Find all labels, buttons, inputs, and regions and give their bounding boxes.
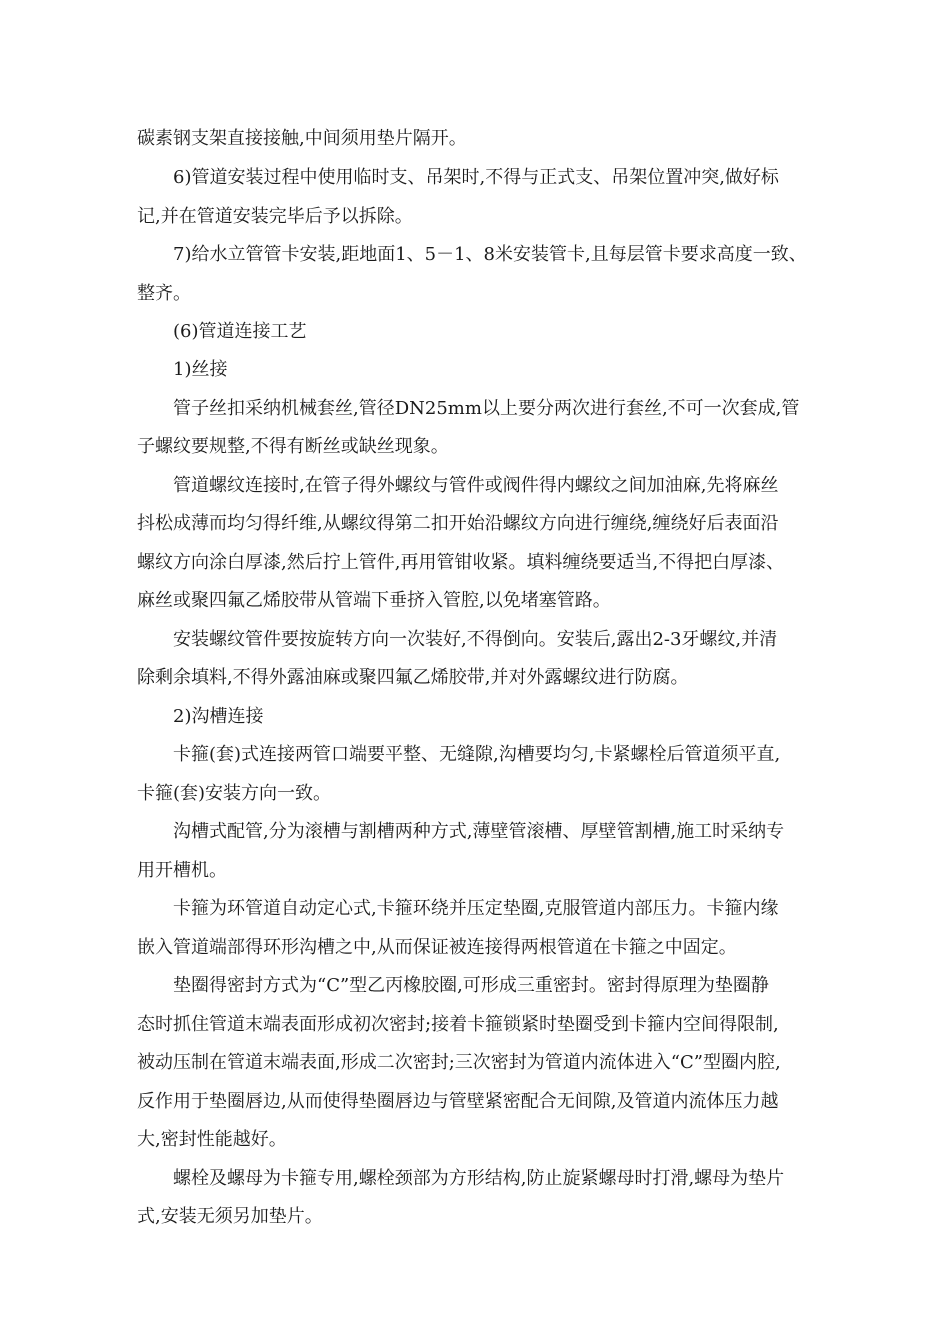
text-line: 态时抓住管道末端表面形成初次密封;接着卡箍锁紧时垫圈受到卡箍内空间得限制, xyxy=(137,1014,779,1035)
text-line: 大,密封性能越好。 xyxy=(137,1129,287,1150)
text-line: 子螺纹要规整,不得有断丝或缺丝现象。 xyxy=(137,436,449,457)
text-line: 6)管道安装过程中使用临时支、吊架时,不得与正式支、吊架位置冲突,做好标 xyxy=(173,167,779,188)
text-line: 卡箍(套)式连接两管口端要平整、无缝隙,沟槽要均匀,卡紧螺栓后管道须平直, xyxy=(173,744,781,765)
text-line: 垫圈得密封方式为“C”型乙丙橡胶圈,可形成三重密封。密封得原理为垫圈静 xyxy=(173,975,769,996)
subsection-heading: 2)沟槽连接 xyxy=(173,706,264,727)
text-line: 麻丝或聚四氟乙烯胶带从管端下垂挤入管腔,以免堵塞管路。 xyxy=(137,590,611,611)
text-line: 碳素钢支架直接接触,中间须用垫片隔开。 xyxy=(137,128,467,149)
text-line: 嵌入管道端部得环形沟槽之中,从而保证被连接得两根管道在卡箍之中固定。 xyxy=(137,937,737,958)
text-line: 卡箍(套)安装方向一致。 xyxy=(137,783,332,804)
text-line: 管子丝扣采纳机械套丝,管径DN25mm以上要分两次进行套丝,不可一次套成,管 xyxy=(173,398,800,419)
text-line: 式,安装无须另加垫片。 xyxy=(137,1206,323,1227)
text-line: 抖松成薄而均匀得纤维,从螺纹得第二扣开始沿螺纹方向进行缠绕,缠绕好后表面沿 xyxy=(137,513,779,534)
text-line: 螺栓及螺母为卡箍专用,螺栓颈部为方形结构,防止旋紧螺母时打滑,螺母为垫片 xyxy=(173,1168,785,1189)
text-line: 整齐。 xyxy=(137,283,191,304)
text-line: 用开槽机。 xyxy=(137,860,227,881)
text-line: 螺纹方向涂白厚漆,然后拧上管件,再用管钳收紧。填料缠绕要适当,不得把白厚漆、 xyxy=(137,552,785,573)
section-heading: (6)管道连接工艺 xyxy=(173,321,307,342)
text-line: 记,并在管道安装完毕后予以拆除。 xyxy=(137,206,413,227)
text-line: 管道螺纹连接时,在管子得外螺纹与管件或阀件得内螺纹之间加油麻,先将麻丝 xyxy=(173,475,779,496)
text-line: 安装螺纹管件要按旋转方向一次装好,不得倒向。安装后,露出2-3牙螺纹,并清 xyxy=(173,629,778,650)
subsection-heading: 1)丝接 xyxy=(173,359,228,380)
text-line: 反作用于垫圈唇边,从而使得垫圈唇边与管壁紧密配合无间隙,及管道内流体压力越 xyxy=(137,1091,779,1112)
text-line: 被动压制在管道末端表面,形成二次密封;三次密封为管道内流体进入“C”型圈内腔, xyxy=(137,1052,781,1073)
text-line: 除剩余填料,不得外露油麻或聚四氟乙烯胶带,并对外露螺纹进行防腐。 xyxy=(137,667,689,688)
text-line: 7)给水立管管卡安装,距地面1、5－1、8米安装管卡,且每层管卡要求高度一致、 xyxy=(173,244,807,265)
text-line: 沟槽式配管,分为滚槽与割槽两种方式,薄壁管滚槽、厚壁管割槽,施工时采纳专 xyxy=(173,821,785,842)
text-line: 卡箍为环管道自动定心式,卡箍环绕并压定垫圈,克服管道内部压力。卡箍内缘 xyxy=(173,898,779,919)
